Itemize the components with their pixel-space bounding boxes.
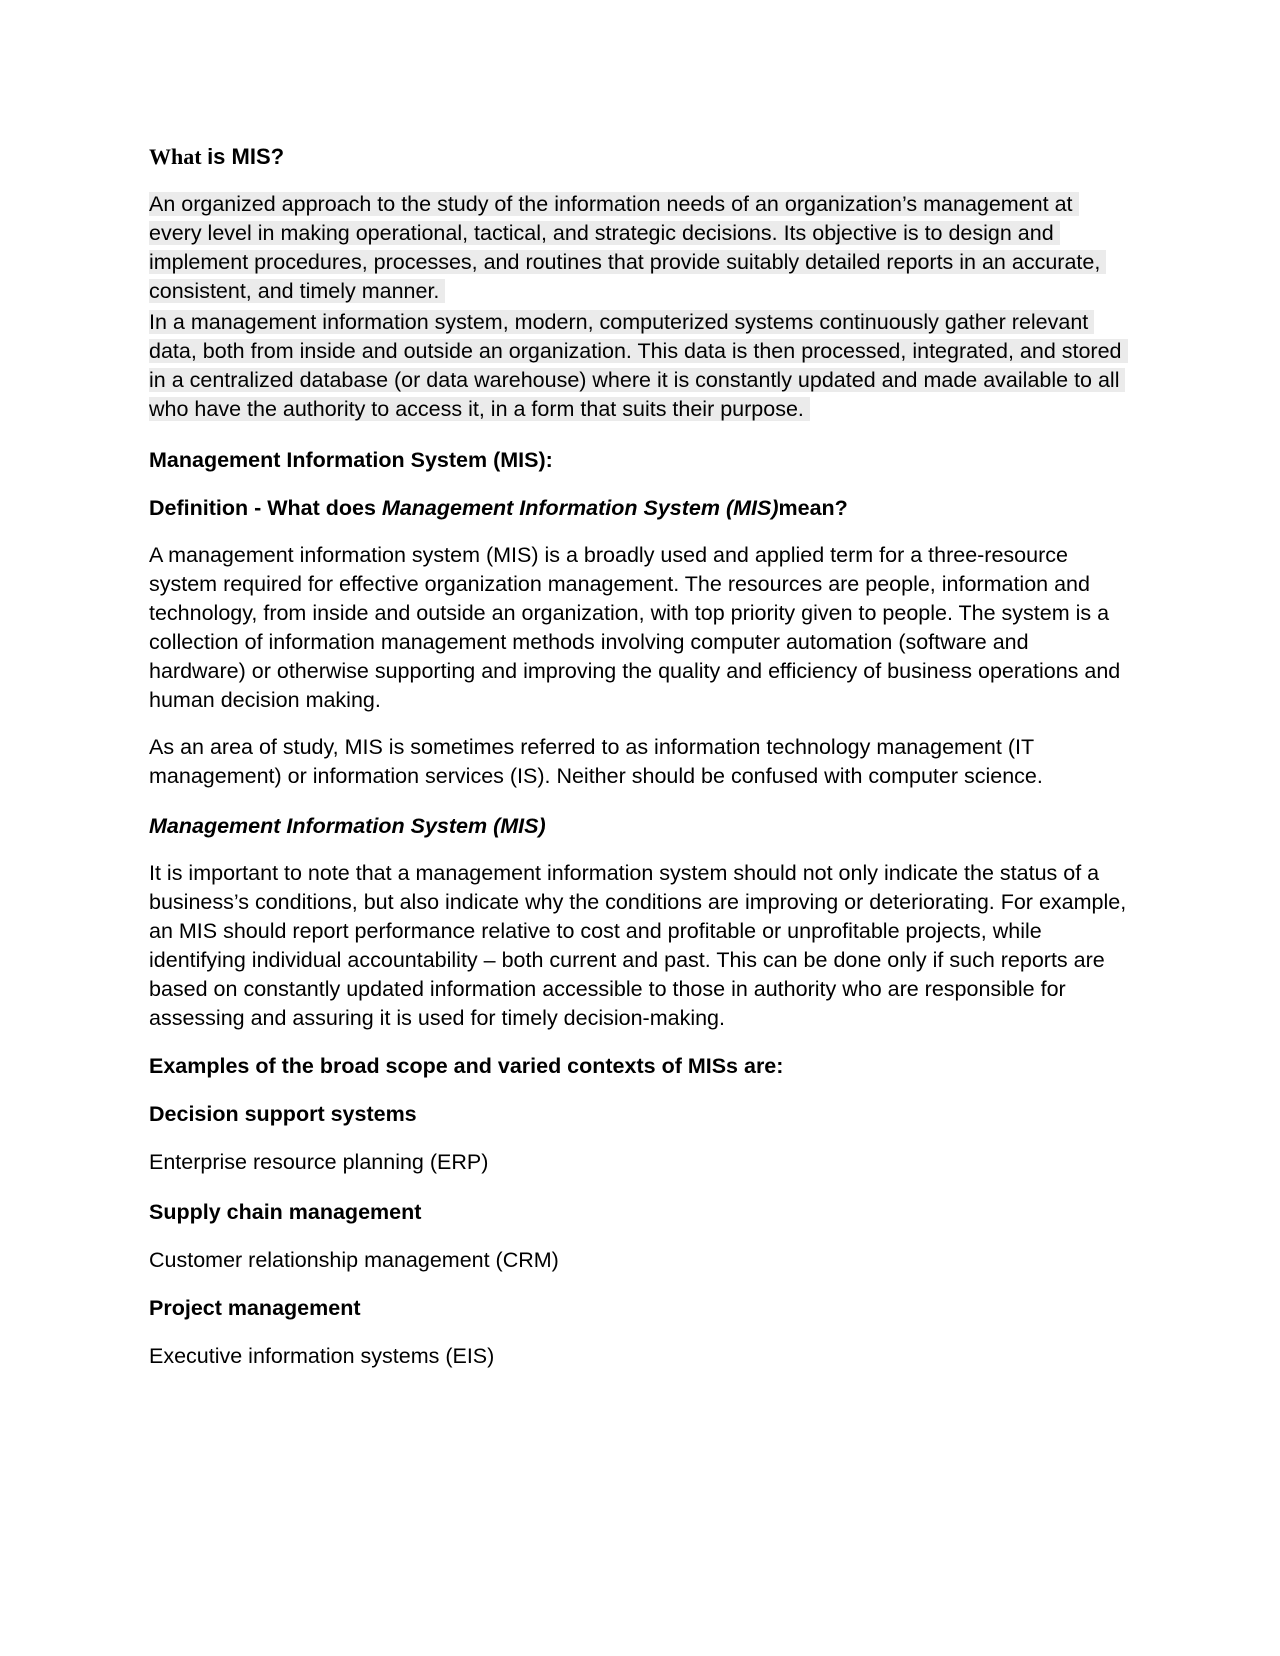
example-item: Project management <box>149 1296 361 1320</box>
definition-heading-suffix: mean? <box>778 496 848 520</box>
importance-paragraph: It is important to note that a management information system should not only indicate the status of a business’s conditions, but also indicate why the conditions are improving or deteriorating. For example, an MIS should report performance relative to cost and profitable or unprofitable projects, while identifying individual accountability – both current and past. This can be done only if such reports are based on constantly updated information accessible to those in authority who are responsible for assessing and assuring it is used for timely decision-making. <box>149 861 1127 1030</box>
example-item: Customer relationship management (CRM) <box>149 1248 559 1272</box>
title-part-serif: What <box>149 144 208 169</box>
definition-paragraph-1: A management information system (MIS) is a broadly used and applied term for a three-resource system required for effective organization management. The resources are people, information and technology, from inside and outside an organization, with top priority given to people. The system is a collection of information management methods involving computer automation (software and hardware) or otherwise supporting and improving the quality and efficiency of business operations and human decision making. <box>149 543 1121 712</box>
intro-paragraph-1-text: An organized approach to the study of the information needs of an organization’s management at every level in making operational, tactical, and strategic decisions. Its objective is to design and implement procedures, processes, and routines that provide suitably detailed reports in an accurate, consistent, and timely manner. <box>149 192 1106 303</box>
document-page <box>149 142 1129 1371</box>
example-item: Executive information systems (EIS) <box>149 1344 495 1368</box>
definition-paragraph-2: As an area of study, MIS is sometimes referred to as information technology management (IT management) or information services (IS). Neither should be confused with computer science. <box>149 735 1043 788</box>
intro-paragraph-1 <box>149 190 1129 306</box>
definition-heading <box>149 493 1129 523</box>
intro-paragraph-2-text: In a management information system, modern, computerized systems continuously gather relevant data, both from inside and outside an organization. This data is then processed, integrated, and stored in a centralized database (or data warehouse) where it is constantly updated and made available to all who have the authority to access it, in a form that suits their purpose. <box>149 310 1128 421</box>
italic-heading-mis: Management Information System (MIS) <box>149 814 546 838</box>
examples-heading: Examples of the broad scope and varied contexts of MISs are: <box>149 1054 784 1078</box>
definition-heading-prefix: Definition - What does <box>149 496 382 520</box>
example-item: Supply chain management <box>149 1200 422 1224</box>
title-part-sans: is MIS? <box>207 144 285 169</box>
example-item: Enterprise resource planning (ERP) <box>149 1150 489 1174</box>
example-item: Decision support systems <box>149 1102 417 1126</box>
intro-paragraph-2 <box>149 308 1129 424</box>
definition-heading-italic: Management Information System (MIS) <box>381 496 779 520</box>
heading-mis: Management Information System (MIS): <box>149 448 553 472</box>
document-title <box>149 142 1129 172</box>
